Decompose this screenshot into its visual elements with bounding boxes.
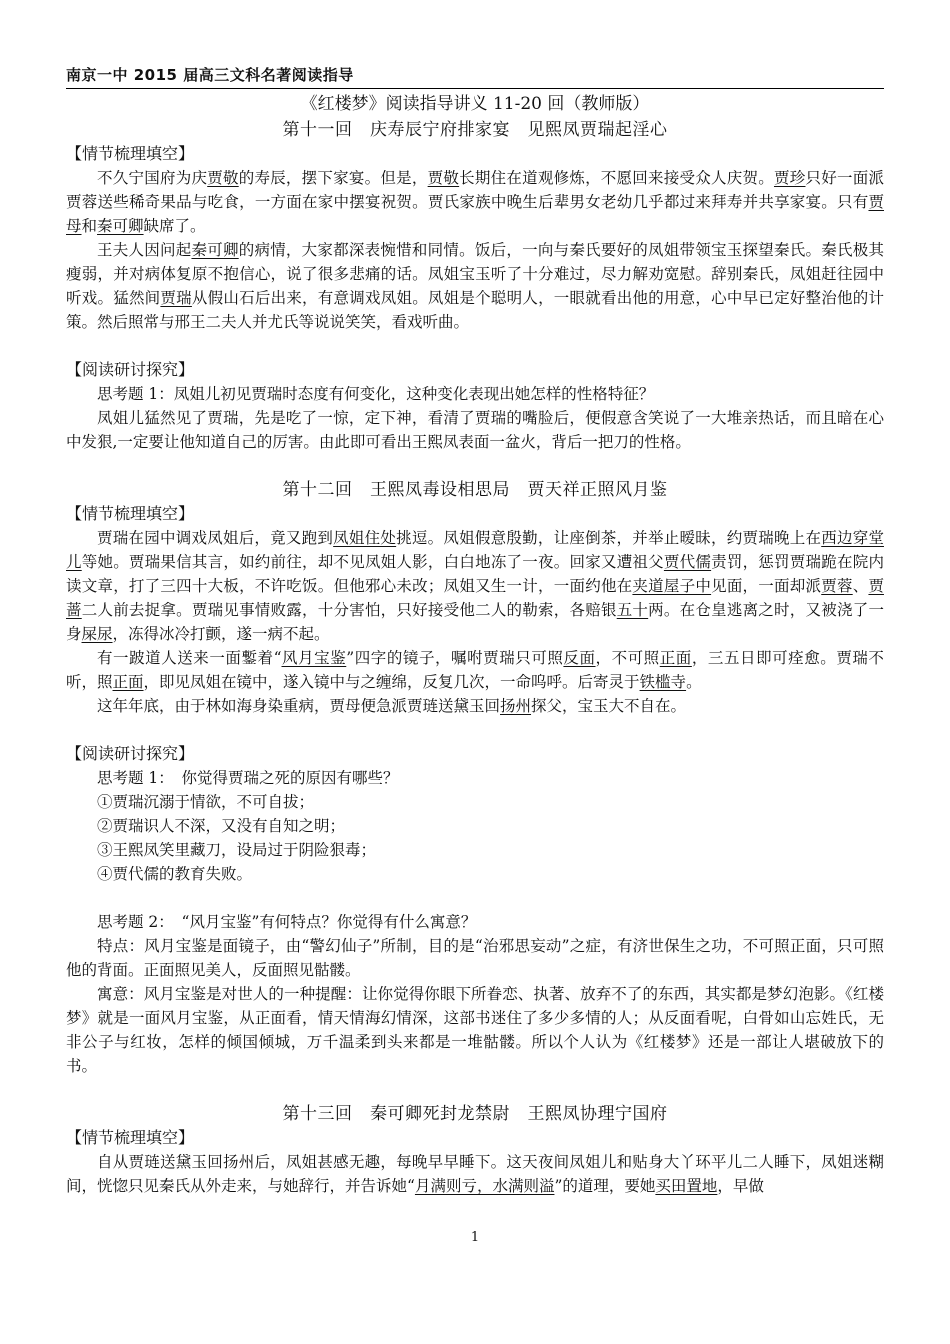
plot-section-label: 【情节梳理填空】 xyxy=(66,144,195,163)
study-section-label: 【阅读研讨探究】 xyxy=(66,360,195,379)
paragraph-text: 缺席了。 xyxy=(143,217,206,235)
ch12-question-1: 思考题 1： 你觉得贾瑞之死的原因有哪些？ xyxy=(97,769,399,787)
fill-in-answer: 贾母 xyxy=(66,193,884,235)
fill-in-answer: 夹道屋子中 xyxy=(632,577,712,595)
document-body xyxy=(66,90,884,1198)
document-title: 《红楼梦》阅读指导讲义 11-20 回（教师版） xyxy=(300,94,650,114)
chapter-11-title: 第十一回 庆寿辰宁府排家宴 见熙凤贾瑞起淫心 xyxy=(282,120,668,140)
fill-in-answer: 月满则亏，水满则溢 xyxy=(414,1177,555,1195)
fill-in-answer: 贾敬 xyxy=(207,169,239,187)
fill-in-answer: 正面 xyxy=(112,673,144,691)
fill-in-answer: 秦可卿 xyxy=(97,217,144,235)
chapter-13-title: 第十三回 秦可卿死封龙禁尉 王熙凤协理宁国府 xyxy=(282,1104,668,1124)
reason-item: ②贾瑞识人不深，又没有自知之明； xyxy=(97,817,346,835)
paragraph-text: 挑逗。凤姐假意殷勤，让座倒茶，并举止暧昧，约贾瑞晚上在 xyxy=(396,529,822,547)
paragraph-text: ，冻得冰冷打颤，遂一病不起。 xyxy=(112,625,330,643)
fill-in-answer: 秦可卿 xyxy=(191,241,239,259)
fill-in-answer: 西边穿堂儿 xyxy=(66,529,884,571)
ch11-paragraph-2 xyxy=(66,238,884,334)
fill-in-answer: 扬州 xyxy=(500,697,532,715)
paragraph-text: 从假山石后出来，有意调戏凤姐。凤姐是个聪明人，一眼就看出他的用意，心中早已定好整治他的计策。然后照常与邢王二夫人并尤氏等说说笑笑，看戏听曲。 xyxy=(66,289,884,331)
ch12-question-2: 思考题 2： “风月宝鉴”有何特点？你觉得有什么寓意？ xyxy=(97,913,477,931)
fill-in-answer: 五十 xyxy=(616,601,649,619)
reason-item: ③王熙凤笑里藏刀，设局过于阴险狠毒； xyxy=(97,841,377,859)
paragraph-text: 、 xyxy=(852,577,869,595)
fill-in-answer: 贾代儒 xyxy=(663,553,712,571)
paragraph-text: 探父，宝玉大不自在。 xyxy=(531,697,687,715)
fill-in-answer: 贾蓉 xyxy=(821,577,853,595)
chapter-12-title: 第十二回 王熙凤毒设相思局 贾天祥正照风月鉴 xyxy=(282,480,668,500)
fill-in-answer: 贾蔷 xyxy=(66,577,884,619)
fill-in-answer: 反面 xyxy=(563,649,596,667)
paragraph-text: 。 xyxy=(686,673,702,691)
study-section-label: 【阅读研讨探究】 xyxy=(66,744,195,763)
paragraph-text: ”四字的镜子，嘱咐贾瑞只可照 xyxy=(346,649,564,667)
ch12-answer-meaning: 寓意：风月宝鉴是对世人的一种提醒：让你觉得你眼下所眷恋、执著、放弃不了的东西，其实都是梦幻泡影。《红楼梦》就是一面风月宝鉴，从正面看，情天情海幻情深，这部书迷住了多少多情的人；从反面看呢，白骨如山忘姓氏，无非公子与红妆，怎样的倾国倾城，万千温柔到头来都是一堆骷髅。所以个人认为《红楼梦》还是一部让人堪破放下的书。 xyxy=(66,985,884,1075)
paragraph-text: 和 xyxy=(81,217,98,235)
fill-in-answer: 贾敬 xyxy=(427,169,460,187)
paragraph-text: 二人前去捉拿。贾瑞见事情败露，十分害怕，只好接受他二人的勒索，各赔银 xyxy=(81,601,617,619)
fill-in-answer: 正面 xyxy=(659,649,692,667)
fill-in-answer: 屎尿 xyxy=(81,625,113,643)
fill-in-answer: 贾珍 xyxy=(773,169,806,187)
reason-item: ④贾代儒的教育失败。 xyxy=(97,865,253,883)
paragraph-text: ，三五日即可痊愈。贾瑞不听，照 xyxy=(66,649,884,691)
paragraph-text: 有一跛道人送来一面鏨着“ xyxy=(97,649,282,667)
ch13-paragraph-1 xyxy=(66,1150,884,1198)
plot-section-label: 【情节梳理填空】 xyxy=(66,504,195,523)
ch11-paragraph-1 xyxy=(66,166,884,238)
reason-item: ①贾瑞沉溺于情欲，不可自拔； xyxy=(97,793,315,811)
paragraph-text: 责罚，惩罚贾瑞跪在院内读文章，打了三四十大板，不许吃饭。但他邪心未改；凤姐又生一计，一面约他在 xyxy=(66,553,884,595)
ch12-paragraph-1 xyxy=(66,526,884,646)
paragraph-text: ，早做 xyxy=(717,1177,764,1195)
paragraph-text: 两。在仓皇逃离之时，又被浇了一身 xyxy=(66,601,884,643)
ch12-paragraph-3 xyxy=(66,694,884,718)
page-number: 1 xyxy=(470,1230,480,1245)
fill-in-answer: 铁槛寺 xyxy=(639,673,687,691)
paragraph-text: ，不可照 xyxy=(595,649,660,667)
paragraph-text: 的病情，大家都深表惋惜和同情。饭后，一向与秦氏要好的凤姐带领宝玉探望秦氏。秦氏极其瘦弱，并对病体复原不抱信心，说了很多悲痛的话。凤姐宝玉听了十分难过，尽力解劝宽慰。辞别秦氏，凤姐赶往园中听戏。猛然间 xyxy=(66,241,884,307)
paragraph-text: 王夫人因问起 xyxy=(97,241,192,259)
paragraph-text: 贾瑞在园中调戏凤姐后，竟又跑到 xyxy=(97,529,334,547)
ch12-paragraph-2 xyxy=(66,646,884,694)
ch12-answer-feature: 特点：风月宝鉴是面镜子，由“警幻仙子”所制，目的是“治邪思妄动”之症，有济世保生之功，不可照正面，只可照他的背面。正面照见美人，反面照见骷髅。 xyxy=(66,937,884,979)
fill-in-answer: 贾瑞 xyxy=(160,289,192,307)
running-header: 南京一中 2015 届高三文科名著阅读指导 xyxy=(66,66,354,84)
paragraph-text: 不久宁国府为庆 xyxy=(97,169,208,187)
header-rule xyxy=(66,88,884,89)
paragraph-text: 自从贾琏送黛玉回扬州后，凤姐甚感无趣，每晚早早睡下。这天夜间凤姐儿和贴身大丫环平儿二人睡下，凤姐迷糊间，恍惚只见秦氏从外走来，与她辞行，并告诉她“ xyxy=(66,1153,884,1195)
ch11-question-1: 思考题 1：凤姐儿初见贾瑞时态度有何变化，这种变化表现出她怎样的性格特征？ xyxy=(97,385,655,403)
paragraph-text: 长期住在道观修炼，不愿回来接受众人庆贺。 xyxy=(459,169,774,187)
paragraph-text: 见面，一面却派 xyxy=(711,577,822,595)
fill-in-answer: 风月宝鉴 xyxy=(281,649,347,667)
paragraph-text: 的寿辰，摆下家宴。但是， xyxy=(238,169,428,187)
ch11-answer-1: 凤姐儿猛然见了贾瑞，先是吃了一惊，定下神，看清了贾瑞的嘴脸后，便假意含笑说了一大堆亲热话，而且暗在心中发狠,一定要让他知道自己的厉害。由此即可看出王熙凤表面一盆火，背后一把刀的性格。 xyxy=(66,409,884,451)
paragraph-text: ”的道理，要她 xyxy=(554,1177,656,1195)
fill-in-answer: 买田置地 xyxy=(655,1177,718,1195)
paragraph-text: 这年年底，由于林如海身染重病，贾母便急派贾琏送黛玉回 xyxy=(97,697,501,715)
plot-section-label: 【情节梳理填空】 xyxy=(66,1128,195,1147)
paragraph-text: ，即见凤姐在镜中，遂入镜中与之缠绵，反复几次，一命呜呼。后寄灵于 xyxy=(143,673,640,691)
fill-in-answer: 凤姐住处 xyxy=(333,529,397,547)
paragraph-text: 等她。贾瑞果信其言，如约前往，却不见凤姐人影，白白地冻了一夜。回家又遭祖父 xyxy=(81,553,664,571)
paragraph-text: 只好一面派贾蓉送些稀奇果品与吃食，一方面在家中摆宴祝贺。贾氏家族中晚生后辈男女老幼几乎都过来拜寿并共享家宴。只有 xyxy=(66,169,884,211)
